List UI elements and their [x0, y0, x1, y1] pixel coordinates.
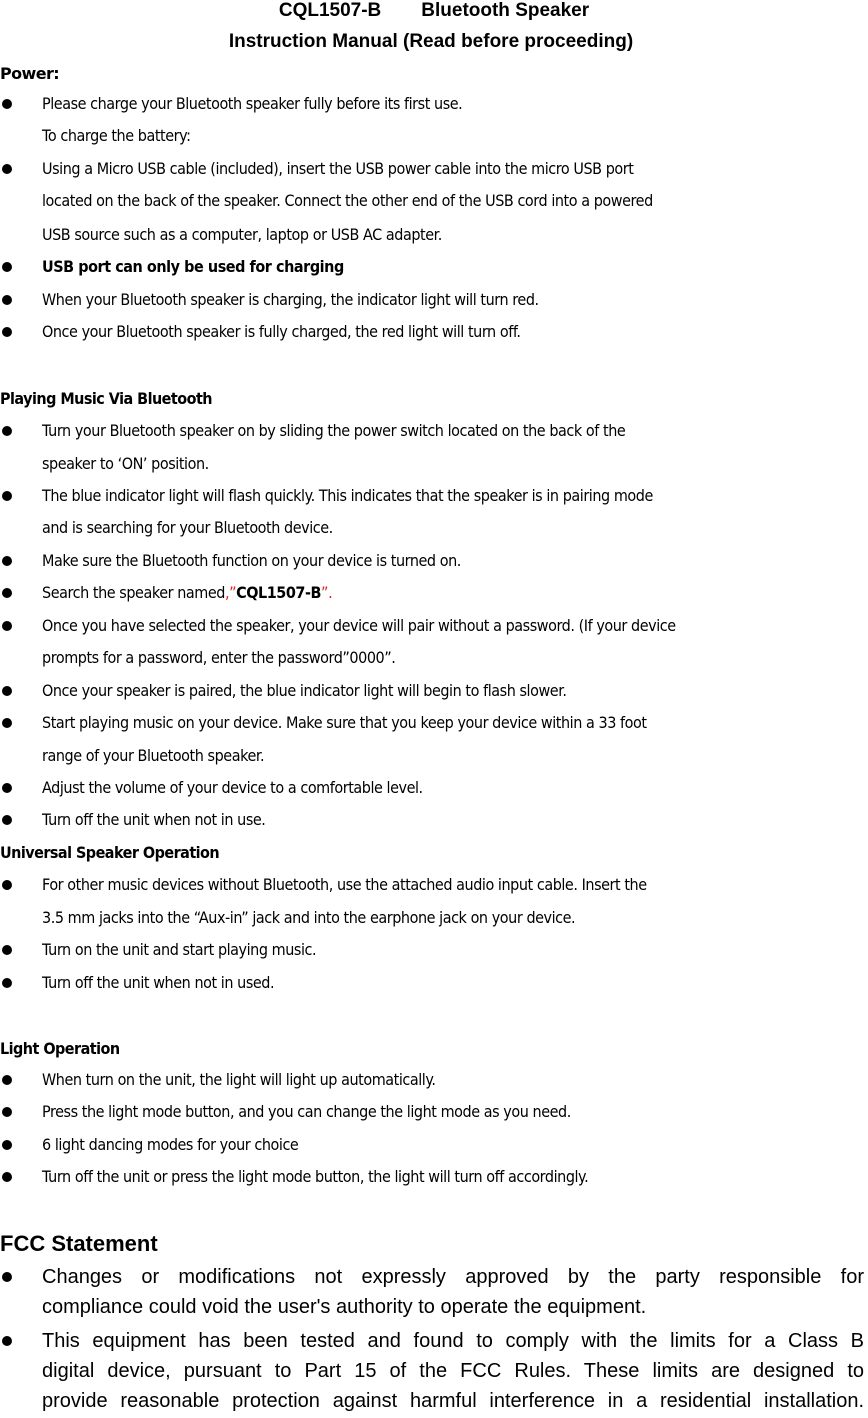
list-item-text: Turn off the unit when not in use.: [42, 810, 266, 829]
list-item-text: Once your speaker is paired, the blue indicator light will begin to flash slower.: [42, 681, 567, 700]
list-item-text: Press the light mode button, and you can change the light mode as you need.: [42, 1102, 571, 1121]
bullet-icon: [2, 1075, 12, 1085]
bullet-icon: [2, 1172, 12, 1182]
speaker-name: CQL1507-B: [236, 583, 322, 602]
list-item-text: Turn your Bluetooth speaker on by sliding the power switch located on the back of the: [42, 421, 626, 440]
list-item-text: Make sure the Bluetooth function on your device is turned on.: [42, 551, 461, 570]
bullet-icon: [2, 718, 12, 728]
bullet-icon: [2, 1272, 12, 1282]
fcc-statement-text: [42, 1326, 864, 1416]
list-item-continuation: prompts for a password, enter the password”0000”.: [42, 648, 396, 667]
list-item-text: Turn off the unit or press the light mode button, the light will turn off accordingly.: [42, 1167, 589, 1186]
list-item-text: Turn off the unit when not in used.: [42, 973, 275, 992]
charging-warning: USB port can only be used for charging: [42, 257, 344, 276]
fcc-line: provide reasonable protection against harmful interference in a residential installation.: [42, 1390, 864, 1412]
bullet-icon: [2, 327, 12, 337]
list-item-text: [42, 577, 332, 609]
section-heading-bluetooth: Playing Music Via Bluetooth: [0, 389, 213, 408]
list-item-continuation: located on the back of the speaker. Connect the other end of the USB cord into a powered: [42, 191, 653, 210]
bullet-icon: [2, 164, 12, 174]
product-name: Bluetooth Speaker: [421, 0, 590, 21]
quote-open: ,”: [224, 583, 237, 602]
section-heading-universal: Universal Speaker Operation: [0, 843, 220, 862]
bullet-icon: [2, 1107, 12, 1117]
bullet-icon: [2, 491, 12, 501]
search-instruction: Search the speaker named: [42, 583, 225, 602]
section-heading-light: Light Operation: [0, 1039, 120, 1058]
list-item-text: Using a Micro USB cable (included), insert the USB power cable into the micro USB port: [42, 159, 634, 178]
fcc-line: digital device, pursuant to Part 15 of the FCC Rules. These limits are designed to: [42, 1360, 864, 1382]
fcc-line: This equipment has been tested and found to comply with the limits for a Class B: [42, 1330, 864, 1352]
list-item-text: Once your Bluetooth speaker is fully charged, the red light will turn off.: [42, 322, 521, 341]
list-item-text: Once you have selected the speaker, your device will pair without a password. (If your device: [42, 616, 676, 635]
list-item-text: For other music devices without Bluetooth, use the attached audio input cable. Insert the: [42, 875, 647, 894]
fcc-statement-text: [42, 1262, 864, 1322]
bullet-icon: [2, 556, 12, 566]
bullet-icon: [2, 262, 12, 272]
bullet-icon: [2, 621, 12, 631]
list-item-continuation: 3.5 mm jacks into the “Aux-in” jack and into the earphone jack on your device.: [42, 908, 576, 927]
list-item: [0, 1262, 864, 1322]
bullet-icon: [2, 686, 12, 696]
section-heading-fcc: FCC Statement: [0, 1231, 158, 1256]
list-item-text: The blue indicator light will flash quickly. This indicates that the speaker is in pairing mode: [42, 486, 653, 505]
list-item: [0, 1326, 864, 1418]
fcc-line: Changes or modifications not expressly approved by the party responsible for: [42, 1266, 864, 1288]
bullet-icon: [2, 945, 12, 955]
list-item-continuation: speaker to ‘ON’ position.: [42, 454, 209, 473]
list-item-continuation: and is searching for your Bluetooth device.: [42, 518, 333, 537]
bullet-icon: [2, 1336, 12, 1346]
document-subtitle: Instruction Manual (Read before proceeding): [228, 31, 634, 52]
charge-note: To charge the battery:: [42, 126, 191, 145]
model-number: CQL1507-B: [278, 0, 382, 21]
list-item-text: Turn on the unit and start playing music.: [42, 940, 317, 959]
list-item-text: Adjust the volume of your device to a comfortable level.: [42, 778, 423, 797]
bullet-icon: [2, 978, 12, 988]
list-item-text: 6 light dancing modes for your choice: [42, 1135, 299, 1154]
list-item-continuation: USB source such as a computer, laptop or USB AC adapter.: [42, 225, 442, 244]
bullet-icon: [2, 99, 12, 109]
fcc-line: compliance could void the user's authority to operate the equipment.: [42, 1296, 647, 1318]
bullet-icon: [2, 815, 12, 825]
bullet-icon: [2, 295, 12, 305]
quote-close: ”.: [321, 583, 333, 602]
bullet-icon: [2, 880, 12, 890]
list-item-text: When turn on the unit, the light will light up automatically.: [42, 1070, 436, 1089]
list-item-continuation: range of your Bluetooth speaker.: [42, 746, 265, 765]
section-heading-power: Power:: [0, 64, 60, 83]
bullet-icon: [2, 783, 12, 793]
list-item-text: Please charge your Bluetooth speaker fully before its first use.: [42, 94, 463, 113]
list-item-text: When your Bluetooth speaker is charging, the indicator light will turn red.: [42, 290, 539, 309]
bullet-icon: [2, 426, 12, 436]
document-title: [0, 0, 868, 22]
list-item-text: Start playing music on your device. Make sure that you keep your device within a 33 foot: [42, 713, 647, 732]
bullet-icon: [2, 1140, 12, 1150]
bullet-icon: [2, 588, 12, 598]
